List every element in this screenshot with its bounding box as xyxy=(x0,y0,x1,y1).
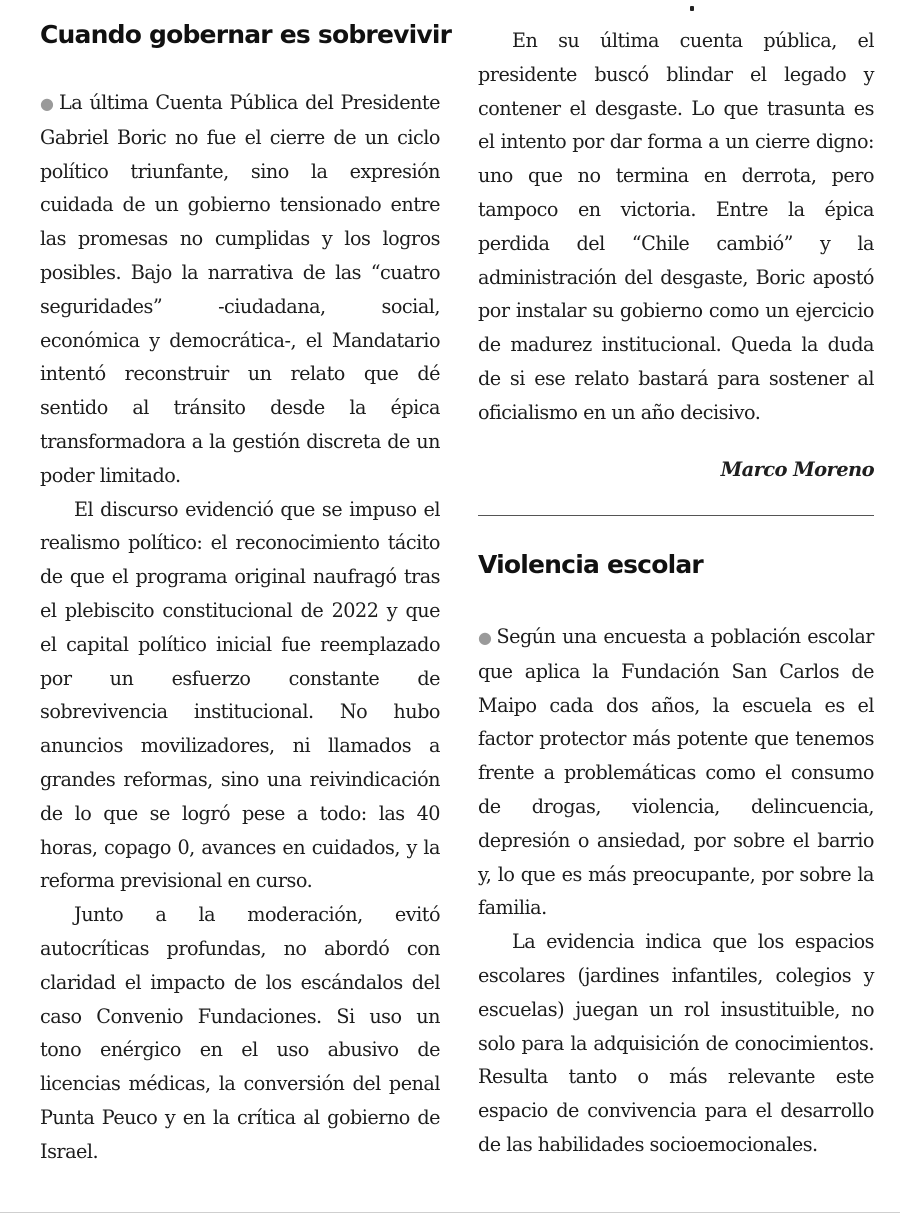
bullet-icon: ● xyxy=(40,94,55,113)
paragraph: En su última cuenta pública, el presidente buscó blindar el legado y contener el desgaste. Lo que trasunta es el intento por dar forma a un cierre digno: uno que no termina en derrota, pero tampoco en victoria. Entre la épica perdida del “Chile cambió” y la administración del desgaste, Boric apostó por instalar su gobierno como un ejercicio de madurez institucional. Queda la duda de si ese relato bastará para sostener al oficialismo en un año decisivo. xyxy=(478,29,874,424)
headline-cuando-gobernar: Cuando gobernar es sobrevivir xyxy=(40,20,452,49)
article-body-left xyxy=(40,86,440,1169)
paragraph-text: Según una encuesta a población escolar que aplica la Fundación San Carlos de Maipo cada dos años, la escuela es el factor protector más potente que tenemos frente a problemáticas como el consumo de drogas, violencia, delincuencia, depresión o ansiedad, por sobre el barrio y, lo que es más preocupante, por sobre la familia. xyxy=(478,625,874,920)
paragraph: Junto a la moderación, evitó autocríticas profundas, no abordó con claridad el impacto de los escándalos del caso Convenio Fundaciones. Si uso un tono enérgico en el uso abusivo de licencias médicas, la conversión del penal Punta Peuco y en la crítica al gobierno de Israel. xyxy=(40,903,440,1163)
paragraph xyxy=(478,620,874,925)
page-bottom-rule xyxy=(0,1212,900,1213)
headline-violencia-escolar: Violencia escolar xyxy=(478,550,703,579)
print-speck xyxy=(690,6,694,11)
paragraph: El discurso evidenció que se impuso el realismo político: el reconocimiento tácito de que el programa original naufragó tras el plebiscito constitucional de 2022 y que el capital político inicial fue reemplazado por un esfuerzo constante de sobrevivencia institucional. No hubo anuncios movilizadores, ni llamados a grandes reformas, sino una reivindicación de lo que se logró pese a todo: las 40 horas, copago 0, avances en cuidados, y la reforma previsional en curso. xyxy=(40,497,440,893)
paragraph xyxy=(40,86,440,493)
paragraph-text: La última Cuenta Pública del Presidente Gabriel Boric no fue el cierre de un ciclo político triunfante, sino la expresión cuidada de un gobierno tensionado entre las promesas no cumplidas y los logros posibles. Bajo la narrativa de las “cuatro seguridades” -ciudadana, social, económica y democrática-, el Mandatario intentó reconstruir un relato que dé sentido al tránsito desde la épica transformadora a la gestión discreta de un poder limitado. xyxy=(40,91,440,487)
section-divider xyxy=(478,515,874,516)
paragraph: La evidencia indica que los espacios escolares (jardines infantiles, colegios y escuelas) juegan un rol insustituible, no solo para la adquisición de conocimientos. Resulta tanto o más relevante este espacio de convivencia para el desarrollo de las habilidades socioemocionales. xyxy=(478,930,874,1156)
author-byline: Marco Moreno xyxy=(720,458,874,481)
bullet-icon: ● xyxy=(478,628,493,647)
article-body-violencia xyxy=(478,620,874,1162)
article-body-right-continued xyxy=(478,24,874,430)
